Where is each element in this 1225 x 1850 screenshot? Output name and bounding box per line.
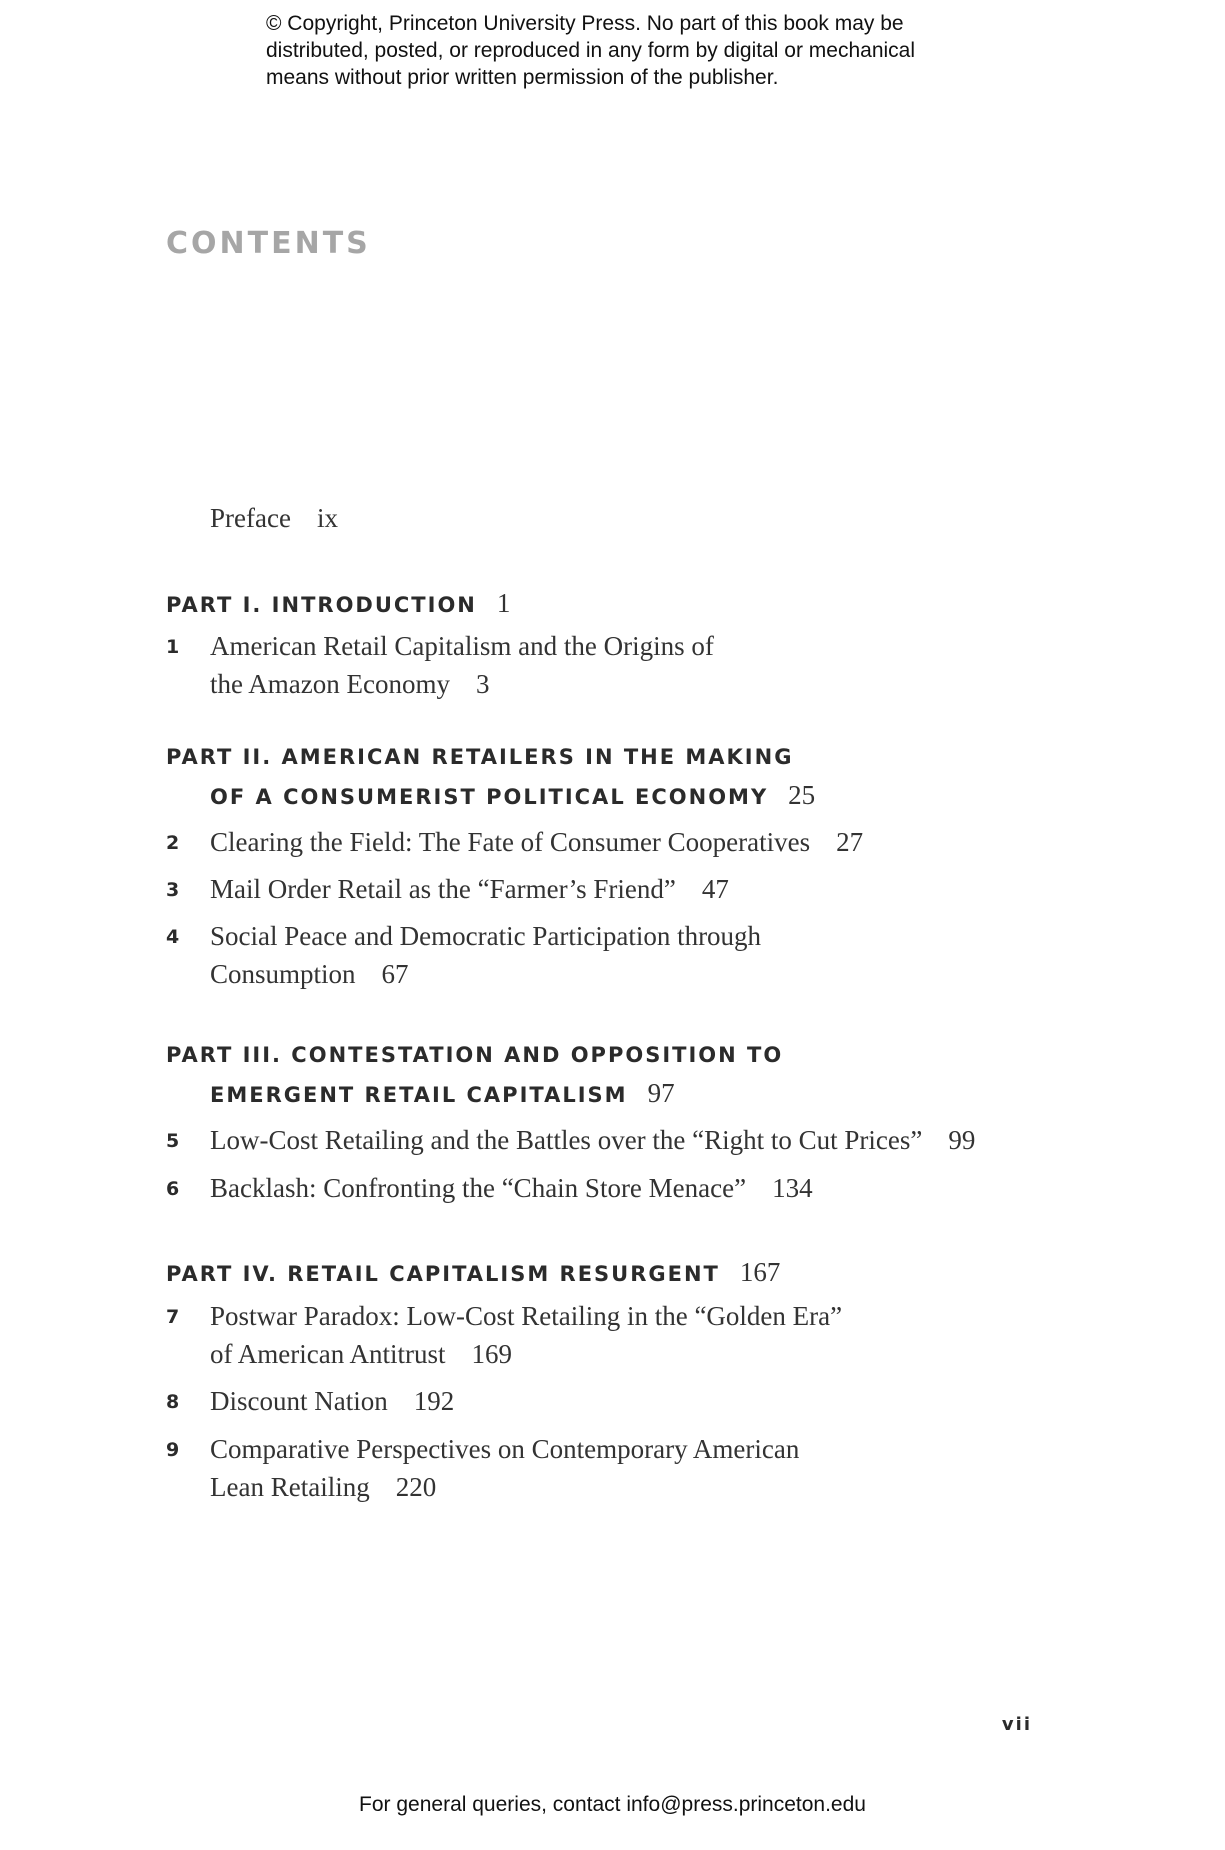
chapter-number: 8: [166, 1391, 180, 1413]
chapter-number: 1: [166, 636, 180, 658]
entry-page: 220: [395, 1472, 437, 1502]
copyright-line: distributed, posted, or reproduced in any form by digital or mechanical: [266, 39, 916, 62]
part-page: 1: [496, 588, 511, 618]
entry-page: ix: [316, 503, 338, 533]
chapter-title: American Retail Capitalism and the Origins of: [210, 631, 714, 661]
copyright-line: © Copyright, Princeton University Press. No part of this book may be: [266, 12, 904, 35]
toc-part-3[interactable]: [166, 1036, 783, 1114]
copyright-line: means without prior written permission of the publisher.: [266, 66, 779, 89]
chapter-title-cont: the Amazon Economy: [210, 669, 450, 699]
entry-page: 134: [772, 1173, 813, 1203]
chapter-number: 2: [166, 832, 180, 854]
chapter-number: 4: [166, 926, 180, 948]
toc-part-2[interactable]: [166, 738, 815, 816]
chapter-title: Backlash: Confronting the “Chain Store Menace”: [210, 1173, 747, 1203]
chapter-title: Postwar Paradox: Low-Cost Retailing in the “Golden Era”: [210, 1301, 843, 1331]
part-page: 167: [739, 1257, 781, 1287]
footer-contact: For general queries, contact info@press.princeton.edu: [359, 1793, 866, 1816]
chapter-title: Clearing the Field: The Fate of Consumer Cooperatives: [210, 827, 811, 857]
part-title: PART III. CONTESTATION AND OPPOSITION TO: [166, 1043, 784, 1067]
entry-title: Preface: [210, 503, 291, 533]
part-title-cont: EMERGENT RETAIL CAPITALISM: [210, 1083, 628, 1107]
chapter-title-cont: of American Antitrust: [210, 1339, 446, 1369]
entry-page: 99: [948, 1125, 976, 1155]
toc-entry-preface[interactable]: [210, 499, 338, 537]
page-folio: vii: [1001, 1714, 1032, 1735]
chapter-number: 7: [166, 1306, 180, 1328]
chapter-number: 6: [166, 1178, 180, 1200]
chapter-title: Comparative Perspectives on Contemporary American: [210, 1434, 800, 1464]
chapter-title: Discount Nation: [210, 1386, 388, 1416]
entry-page: 192: [413, 1386, 455, 1416]
chapter-title-cont: Consumption: [210, 959, 356, 989]
chapter-title: Mail Order Retail as the “Farmer’s Friend”: [210, 874, 676, 904]
part-title: PART IV. RETAIL CAPITALISM RESURGENT: [166, 1262, 720, 1286]
part-page: 25: [788, 780, 816, 810]
chapter-title-cont: Lean Retailing: [210, 1472, 370, 1502]
chapter-title: Social Peace and Democratic Participation through: [210, 921, 762, 951]
entry-page: 169: [471, 1339, 512, 1369]
chapter-number: 9: [166, 1439, 180, 1461]
toc-part-1[interactable]: [166, 584, 510, 624]
chapter-title: Low-Cost Retailing and the Battles over the “Right to Cut Prices”: [210, 1125, 923, 1155]
page-title: CONTENTS: [166, 226, 371, 261]
part-title: PART II. AMERICAN RETAILERS IN THE MAKING: [166, 745, 794, 769]
entry-page: 3: [475, 669, 490, 699]
entry-page: 47: [701, 874, 729, 904]
part-title: PART I. INTRODUCTION: [166, 593, 477, 617]
entry-page: 27: [836, 827, 864, 857]
part-page: 97: [647, 1078, 675, 1108]
chapter-number: 5: [166, 1130, 180, 1152]
toc-part-4[interactable]: [166, 1253, 780, 1293]
chapter-number: 3: [166, 879, 180, 901]
copyright-notice: [266, 10, 986, 91]
entry-page: 67: [381, 959, 409, 989]
part-title-cont: OF A CONSUMERIST POLITICAL ECONOMY: [210, 785, 769, 809]
